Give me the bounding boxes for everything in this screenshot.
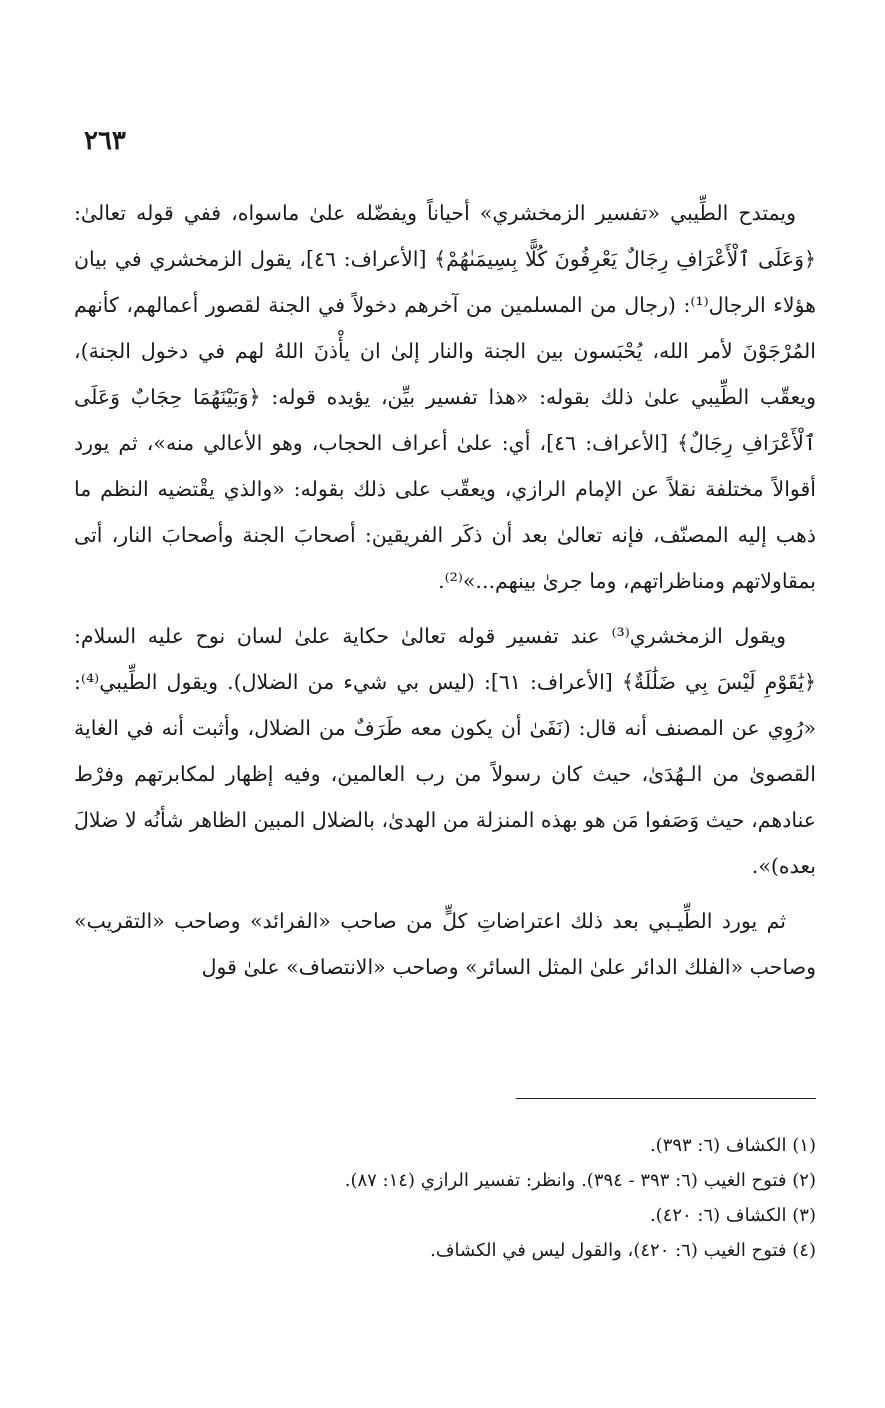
footnote-2: (٢) فتوح الغيب (٦: ٣٩٣ - ٣٩٤). وانظر: تفسير الرازي (١٤: ٨٧). (344, 1170, 816, 1191)
paragraph-1: ويمتدح الطِّيبي «تفسير الزمخشري» أحياناً ويفضّله علىٰ ماسواه، ففي قوله تعالىٰ: ﴿وَعَلَى ٱلْأَعْرَافِ رِجَالٌ يَعْرِفُونَ كُلًّا بِسِيمَىٰهُمْ﴾ [الأعراف: ٤٦]، يقول الزمخشري في بيان هؤلاء الرجال⁽¹⁾: (رجال من المسلمين من آخرهم دخولاً في الجنة لقصور أعمالهم، كأنهم المُرْجَوْنَ لأمر الله، يُحْبَسون بين الجنة والنار إلىٰ ان يأْذنَ اللهُ لهم في دخول الجنة)، ويعقّب الطِّيبي علىٰ ذلك بقوله: «هذا تفسير بيِّن، يؤيده قوله: ﴿وَبَيْنَهُمَا حِجَابٌ وَعَلَى ٱلْأَعْرَافِ رِجَالٌ﴾ [الأعراف: ٤٦]، أي: علىٰ أعراف الحجاب، وهو الأعالي منه»، ثم يورد أقوالاً مختلفة نقلاً عن الإمام الرازي، ويعقّب على ذلك بقوله: «والذي يقْتضيه النظم ما ذهب إليه المصنّف، فإنه تعالىٰ بعد أن ذكَر الفريقين: أصحابَ الجنة وأصحابَ النار، أتى بمقاولاتهم ومناظراتهم، وما جرىٰ بينهم...»⁽²⁾. (74, 201, 817, 593)
paragraph-2: ويقول الزمخشري⁽³⁾ عند تفسير قوله تعالىٰ حكاية علىٰ لسان نوح عليه السلام: ﴿يَٰقَوْمِ لَيْسَ بِي ضَلَٰلَةٌ﴾ [الأعراف: ٦١]: (ليس بي شيء من الضلال). ويقول الطِّيبي⁽⁴⁾: «رُوِي عن المصنف أنه قال: (نَفَىٰ أن يكون معه طَرَفٌ من الضلال، وأثبت أنه في الغاية القصوىٰ من الـهُدَىٰ، حيث كان رسولاً من رب العالمين، وفيه إظهار لمكابرتهم وفرْط عنادهم، حيث وَصَفوا مَن هو بهذه المنزلة من الهدىٰ، بالضلال المبين الظاهر شأنُه لا ضلالَ بعده)». (74, 624, 816, 878)
footnote-1: (١) الكشاف (٦: ٣٩٣). (649, 1135, 816, 1156)
footnotes (74, 1128, 816, 1268)
footnote-separator (516, 1098, 816, 1099)
paragraph-3: ثم يورد الطِّيـبي بعد ذلك اعتراضاتِ كلٍّ من صاحب «الفرائد» وصاحب «التقريب» وصاحب «الفلك الدائر علىٰ المثل السائر» وصاحب «الانتصاف» علىٰ قول (74, 909, 816, 979)
main-text (74, 190, 816, 999)
footnote-4: (٤) فتوح الغيب (٦: ٤٢٠)، والقول ليس في الكشاف. (430, 1240, 816, 1261)
footnote-3: (٣) الكشاف (٦: ٤٢٠). (649, 1205, 816, 1226)
page-number: ٢٦٣ (84, 126, 126, 156)
